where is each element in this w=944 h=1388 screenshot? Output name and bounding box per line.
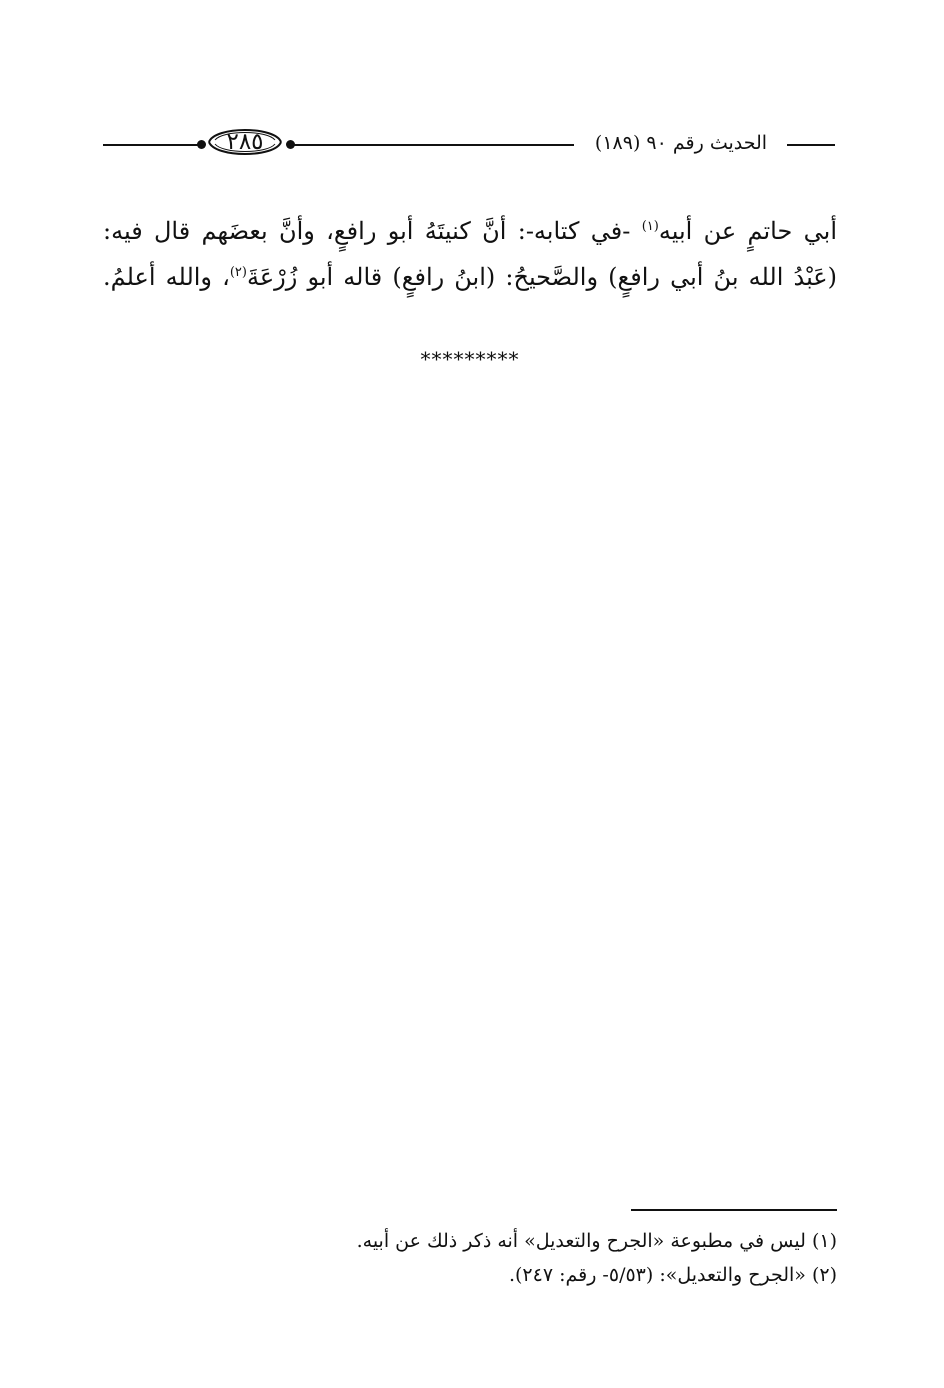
header-rule-right [787,144,835,146]
running-head: الحديث رقم ٩٠ (١٨٩) [594,132,768,154]
footnote-1: (١) ليس في مطبوعة «الجرح والتعديل» أنه ذكر ذلك عن أبيه. [356,1230,837,1252]
footnote-rule [631,1209,837,1211]
footnote-2: (٢) «الجرح والتعديل»: (٥/٥٣- رقم: ٢٤٧). [508,1264,837,1286]
body-text-segment: (عَبْدُ الله بنُ أبي رافعٍ) والصَّحيحُ: (ابنُ رافعٍ) قاله أبو زُرْعَةَ [246,263,837,291]
footnotes [300,1224,837,1292]
footnote-ref-1[interactable]: (١) [641,219,659,234]
body-text-segment: -في كتابه-: أنَّ كنيتَهُ أبو رافعٍ، وأنَّ بعضَهم قال فيه: [103,217,642,245]
footnote-ref-2[interactable]: (٢) [229,265,247,280]
body-line-2 [103,254,837,300]
header-rule-left [103,144,199,146]
ornament-dot-right [286,140,295,149]
section-separator: ********* [420,347,520,371]
page-number: ٢٨٥ [226,129,264,155]
body-text-segment: أبي حاتمٍ عن أبيه [658,217,837,245]
body-text-segment: ، والله أعلمُ. [103,263,230,291]
body-line-1 [103,208,837,254]
header-rule-middle [292,144,574,146]
body-paragraph [103,208,837,300]
page-number-badge [203,120,287,164]
